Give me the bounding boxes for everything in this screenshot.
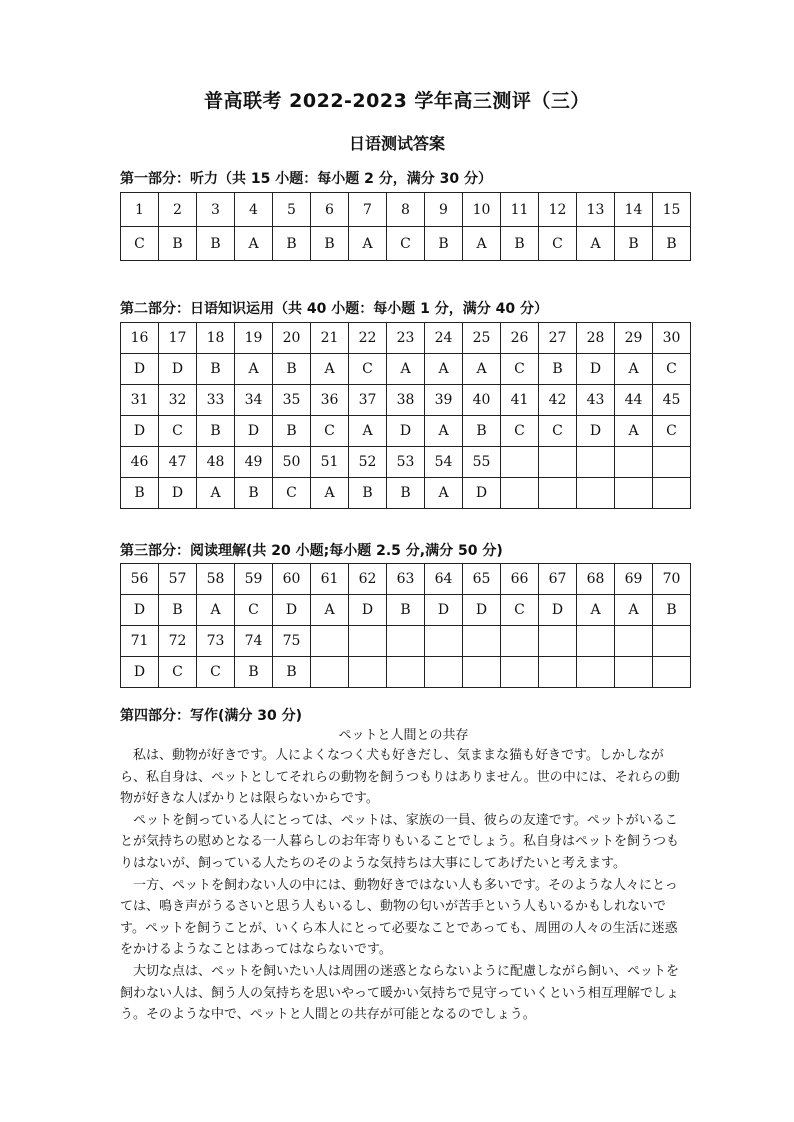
answer-cell: D	[121, 354, 159, 385]
question-number-cell	[653, 447, 691, 478]
answer-cell: A	[577, 227, 615, 261]
question-number-cell: 11	[501, 193, 539, 227]
answer-cell: B	[273, 354, 311, 385]
question-number-row	[121, 564, 691, 595]
question-number-cell: 51	[311, 447, 349, 478]
answer-cell: B	[197, 354, 235, 385]
answer-cell: A	[425, 416, 463, 447]
question-number-cell: 17	[159, 323, 197, 354]
answer-cell: D	[121, 595, 159, 626]
answer-cell: A	[311, 478, 349, 509]
answer-cell	[653, 657, 691, 688]
answer-cell: B	[349, 478, 387, 509]
question-number-cell: 10	[463, 193, 501, 227]
answer-cell: C	[349, 354, 387, 385]
question-number-cell: 28	[577, 323, 615, 354]
answer-cell: A	[615, 354, 653, 385]
question-number-cell: 22	[349, 323, 387, 354]
question-number-cell: 70	[653, 564, 691, 595]
question-number-cell: 60	[273, 564, 311, 595]
question-number-cell: 55	[463, 447, 501, 478]
question-number-cell: 75	[273, 626, 311, 657]
question-number-cell: 32	[159, 385, 197, 416]
question-number-cell: 66	[501, 564, 539, 595]
answer-cell: B	[387, 595, 425, 626]
answer-cell: B	[273, 657, 311, 688]
question-number-cell: 23	[387, 323, 425, 354]
question-number-row	[121, 385, 691, 416]
part2-answer-table	[120, 322, 691, 509]
answer-cell	[387, 657, 425, 688]
answer-cell: C	[653, 416, 691, 447]
question-number-cell: 62	[349, 564, 387, 595]
question-number-cell: 33	[197, 385, 235, 416]
page-title: 普高联考 2022-2023 学年高三测评（三）	[204, 90, 590, 112]
question-number-cell: 26	[501, 323, 539, 354]
answer-cell	[615, 478, 653, 509]
answer-cell: C	[159, 657, 197, 688]
question-number-cell: 12	[539, 193, 577, 227]
question-number-cell: 35	[273, 385, 311, 416]
question-number-cell: 50	[273, 447, 311, 478]
question-number-cell: 4	[235, 193, 273, 227]
answer-cell: A	[615, 416, 653, 447]
question-number-cell	[501, 626, 539, 657]
question-number-cell: 72	[159, 626, 197, 657]
answer-cell: A	[197, 478, 235, 509]
question-number-cell: 40	[463, 385, 501, 416]
question-number-cell: 53	[387, 447, 425, 478]
answer-cell: A	[349, 416, 387, 447]
question-number-cell: 67	[539, 564, 577, 595]
question-number-cell: 44	[615, 385, 653, 416]
part1-answer-table	[120, 192, 691, 261]
answer-cell: C	[311, 416, 349, 447]
answer-cell: D	[387, 416, 425, 447]
answer-row	[121, 227, 691, 261]
answer-cell: A	[463, 227, 501, 261]
question-number-cell: 9	[425, 193, 463, 227]
answer-cell: C	[159, 416, 197, 447]
question-number-cell: 30	[653, 323, 691, 354]
answer-cell: B	[653, 227, 691, 261]
question-number-cell	[501, 447, 539, 478]
question-number-cell: 5	[273, 193, 311, 227]
answer-cell: C	[653, 354, 691, 385]
question-number-cell: 36	[311, 385, 349, 416]
answer-cell	[615, 657, 653, 688]
question-number-cell: 7	[349, 193, 387, 227]
question-number-cell: 74	[235, 626, 273, 657]
question-number-cell	[577, 447, 615, 478]
question-number-cell: 29	[615, 323, 653, 354]
question-number-row	[121, 447, 691, 478]
question-number-cell: 56	[121, 564, 159, 595]
answer-cell: A	[311, 595, 349, 626]
answer-row	[121, 478, 691, 509]
answer-cell: D	[235, 416, 273, 447]
answer-cell: C	[121, 227, 159, 261]
question-number-cell: 42	[539, 385, 577, 416]
answer-cell: C	[501, 354, 539, 385]
answer-cell: D	[463, 478, 501, 509]
answer-cell: C	[501, 416, 539, 447]
essay-title: ペットと人間との共存	[338, 728, 469, 743]
question-number-cell: 16	[121, 323, 159, 354]
question-number-cell: 54	[425, 447, 463, 478]
essay-paragraph: 大切な点は、ペットを飼いたい人は周囲の迷惑とならないように配慮しながら飼い、ペットを飼わない人は、飼う人の気持ちを思いやって暖かい気持ちで見守っていくという相互理解でしょう。そのような中で、ペットと人間との共存が可能となるのでしょう。	[120, 963, 680, 1023]
answer-cell: D	[425, 595, 463, 626]
part3-heading: 第三部分：阅读理解(共 20 小题;每小题 2.5 分,满分 50 分)	[120, 543, 503, 559]
part1-heading: 第一部分：听力（共 15 小题：每小题 2 分，满分 30 分）	[120, 171, 492, 187]
answer-cell: D	[349, 595, 387, 626]
answer-cell: B	[425, 227, 463, 261]
part2-heading: 第二部分：日语知识运用（共 40 小题：每小题 1 分，满分 40 分）	[120, 301, 548, 317]
answer-cell: C	[539, 227, 577, 261]
answer-cell: D	[121, 657, 159, 688]
answer-cell	[539, 657, 577, 688]
question-number-cell	[463, 626, 501, 657]
question-number-cell: 38	[387, 385, 425, 416]
answer-cell: B	[653, 595, 691, 626]
answer-cell: B	[387, 478, 425, 509]
essay-body	[120, 745, 687, 1026]
question-number-cell	[577, 626, 615, 657]
question-number-cell: 68	[577, 564, 615, 595]
question-number-row	[121, 193, 691, 227]
question-number-cell: 34	[235, 385, 273, 416]
answer-cell: D	[577, 354, 615, 385]
answer-cell: B	[273, 227, 311, 261]
question-number-cell: 3	[197, 193, 235, 227]
question-number-cell: 31	[121, 385, 159, 416]
answer-cell: A	[197, 595, 235, 626]
answer-cell: D	[159, 478, 197, 509]
answer-cell: D	[577, 416, 615, 447]
answer-cell: B	[159, 595, 197, 626]
question-number-row	[121, 323, 691, 354]
question-number-cell: 47	[159, 447, 197, 478]
question-number-cell: 69	[615, 564, 653, 595]
question-number-cell: 52	[349, 447, 387, 478]
question-number-cell	[311, 626, 349, 657]
answer-cell: C	[197, 657, 235, 688]
answer-cell	[501, 478, 539, 509]
answer-cell: B	[197, 416, 235, 447]
question-number-cell: 64	[425, 564, 463, 595]
answer-cell: B	[159, 227, 197, 261]
part4-heading: 第四部分：写作(满分 30 分)	[120, 708, 303, 724]
answer-cell: A	[349, 227, 387, 261]
question-number-cell: 21	[311, 323, 349, 354]
question-number-cell: 37	[349, 385, 387, 416]
answer-cell: B	[235, 478, 273, 509]
question-number-cell: 19	[235, 323, 273, 354]
answer-row	[121, 354, 691, 385]
question-number-cell: 6	[311, 193, 349, 227]
question-number-cell: 65	[463, 564, 501, 595]
essay-paragraph: ペットを飼っている人にとっては、ペットは、家族の一員、彼らの友達です。ペットがいることが気持ちの慰めとなる一人暮らしのお年寄りもいることでしょう。私自身はペットを飼うつもりはないが、飼っている人たちのそのような気持ちは大事にしてあげたいと考えます。	[120, 812, 680, 871]
answer-cell: A	[387, 354, 425, 385]
answer-cell: A	[463, 354, 501, 385]
question-number-cell	[539, 626, 577, 657]
question-number-cell: 58	[197, 564, 235, 595]
question-number-cell	[539, 447, 577, 478]
answer-cell: B	[463, 416, 501, 447]
answer-row	[121, 416, 691, 447]
question-number-cell	[615, 447, 653, 478]
answer-cell: A	[425, 354, 463, 385]
answer-cell: A	[235, 227, 273, 261]
answer-cell	[501, 657, 539, 688]
answer-cell: A	[311, 354, 349, 385]
answer-cell: D	[539, 595, 577, 626]
question-number-cell: 24	[425, 323, 463, 354]
question-number-cell	[653, 626, 691, 657]
question-number-cell: 71	[121, 626, 159, 657]
question-number-cell: 59	[235, 564, 273, 595]
question-number-cell: 48	[197, 447, 235, 478]
answer-cell: B	[615, 227, 653, 261]
question-number-cell: 49	[235, 447, 273, 478]
answer-row	[121, 595, 691, 626]
answer-cell	[539, 478, 577, 509]
question-number-cell: 27	[539, 323, 577, 354]
question-number-cell: 8	[387, 193, 425, 227]
question-number-cell: 57	[159, 564, 197, 595]
question-number-cell: 43	[577, 385, 615, 416]
answer-cell: A	[425, 478, 463, 509]
answer-cell: A	[235, 354, 273, 385]
question-number-cell: 14	[615, 193, 653, 227]
question-number-cell: 18	[197, 323, 235, 354]
answer-cell: D	[121, 416, 159, 447]
answer-cell: B	[197, 227, 235, 261]
essay-paragraph: 一方、ペットを飼わない人の中には、動物好きではない人も多いです。そのような人々にとっては、鳴き声がうるさいと思う人もいるし、動物の匂いが苦手という人もいるかもしれないです。ペットを飼うことが、いくら本人にとって必要なことであっても、周囲の人々の生活に迷惑をかけるようなことはあってはならないです。	[120, 877, 678, 958]
answer-cell: C	[273, 478, 311, 509]
question-number-cell: 73	[197, 626, 235, 657]
question-number-cell: 2	[159, 193, 197, 227]
question-number-cell: 46	[121, 447, 159, 478]
essay-paragraph: 私は、動物が好きです。人によくなつく犬も好きだし、気ままな猫も好きです。しかしながら、私自身は、ペットとしてそれらの動物を飼うつもりはありません。世の中には、それらの動物が好きな人ばかりとは限らないからです。	[120, 748, 680, 807]
question-number-cell: 63	[387, 564, 425, 595]
answer-cell	[577, 478, 615, 509]
answer-cell: C	[235, 595, 273, 626]
answer-cell: B	[311, 227, 349, 261]
question-number-cell: 45	[653, 385, 691, 416]
answer-cell	[311, 657, 349, 688]
question-number-cell	[387, 626, 425, 657]
question-number-cell: 25	[463, 323, 501, 354]
answer-cell: B	[539, 354, 577, 385]
question-number-cell: 13	[577, 193, 615, 227]
answer-cell: A	[615, 595, 653, 626]
answer-cell	[653, 478, 691, 509]
question-number-row	[121, 626, 691, 657]
question-number-cell	[349, 626, 387, 657]
answer-cell: B	[121, 478, 159, 509]
answer-cell: B	[235, 657, 273, 688]
answer-cell: C	[539, 416, 577, 447]
answer-cell: B	[501, 227, 539, 261]
answer-cell	[463, 657, 501, 688]
question-number-cell: 1	[121, 193, 159, 227]
question-number-cell: 15	[653, 193, 691, 227]
answer-cell	[425, 657, 463, 688]
answer-cell: D	[159, 354, 197, 385]
question-number-cell	[425, 626, 463, 657]
page-subtitle: 日语测试答案	[348, 134, 445, 153]
answer-cell: B	[273, 416, 311, 447]
answer-cell: C	[501, 595, 539, 626]
answer-row	[121, 657, 691, 688]
question-number-cell: 20	[273, 323, 311, 354]
answer-cell: A	[577, 595, 615, 626]
question-number-cell: 61	[311, 564, 349, 595]
answer-cell	[349, 657, 387, 688]
question-number-cell	[615, 626, 653, 657]
answer-cell: D	[273, 595, 311, 626]
answer-cell	[577, 657, 615, 688]
answer-cell: D	[463, 595, 501, 626]
question-number-cell: 41	[501, 385, 539, 416]
question-number-cell: 39	[425, 385, 463, 416]
part3-answer-table	[120, 563, 691, 688]
answer-cell: C	[387, 227, 425, 261]
